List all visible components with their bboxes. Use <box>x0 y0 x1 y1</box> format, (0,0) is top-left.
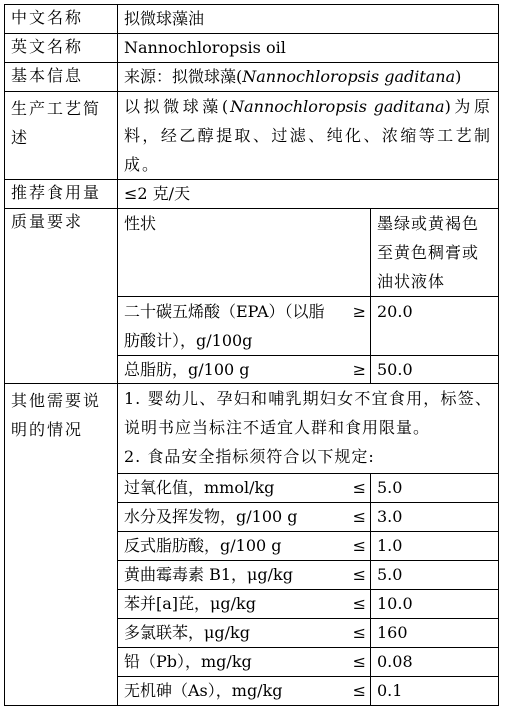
row-english-name <box>5 34 499 63</box>
safety-item-value: 10.0 <box>371 590 499 619</box>
safety-item-name: 过氧化值，mmol/kg <box>118 474 343 503</box>
safety-item-name: 无机砷（As），mg/kg <box>118 677 343 706</box>
quality-item-name: 二十碳五烯酸（EPA）（以脂肪酸计），g/100g <box>118 297 343 356</box>
basic-info-prefix: 来源：拟微球藻( <box>124 67 243 86</box>
quality-item-symbol: ≥ <box>343 356 371 384</box>
label-quality-requirements: 质量要求 <box>5 209 118 384</box>
safety-item-symbol: ≤ <box>343 532 371 561</box>
safety-item-symbol: ≤ <box>343 619 371 648</box>
safety-item-value: 5.0 <box>371 474 499 503</box>
process-prefix: 以拟微球藻( <box>124 97 231 116</box>
value-basic-info <box>118 63 499 92</box>
safety-item-name: 多氯联苯，μg/kg <box>118 619 343 648</box>
row-chinese-name <box>5 5 499 34</box>
label-recommended-intake: 推荐食用量 <box>5 180 118 209</box>
basic-info-suffix: ) <box>455 67 462 86</box>
basic-info-latin-name: Nannochloropsis gaditana <box>242 67 456 86</box>
label-chinese-name: 中文名称 <box>5 5 118 34</box>
safety-item-name: 黄曲霉毒素 B1，μg/kg <box>118 561 343 590</box>
row-recommended-intake <box>5 180 499 209</box>
safety-item-value: 3.0 <box>371 503 499 532</box>
safety-item-symbol: ≤ <box>343 590 371 619</box>
process-latin-name: Nannochloropsis gaditana <box>230 97 445 116</box>
safety-item-symbol: ≤ <box>343 648 371 677</box>
safety-item-symbol: ≤ <box>343 474 371 503</box>
safety-item-name: 反式脂肪酸，g/100 g <box>118 532 343 561</box>
quality-item-name: 总脂肪，g/100 g <box>118 356 343 384</box>
value-english-name: Nannochloropsis oil <box>118 34 499 63</box>
value-chinese-name: 拟微球藻油 <box>118 5 499 34</box>
safety-item-value: 0.1 <box>371 677 499 706</box>
other-notes-text <box>118 384 499 474</box>
label-other-notes: 其他需要说明的情况 <box>5 384 118 706</box>
row-quality-appearance <box>5 209 499 297</box>
quality-item-symbol: ≥ <box>343 297 371 356</box>
safety-item-symbol: ≤ <box>343 561 371 590</box>
safety-item-symbol: ≤ <box>343 677 371 706</box>
safety-item-name: 水分及挥发物，g/100 g <box>118 503 343 532</box>
safety-item-name: 铅（Pb），mg/kg <box>118 648 343 677</box>
value-production-process <box>118 92 499 180</box>
safety-item-value: 0.08 <box>371 648 499 677</box>
specification-table <box>4 4 499 706</box>
process-suffix: )为原料，经乙醇提取、过滤、纯化、浓缩等工艺制成。 <box>124 97 493 174</box>
safety-item-value: 5.0 <box>371 561 499 590</box>
value-recommended-intake: ≤2 克/天 <box>118 180 499 209</box>
label-basic-info: 基本信息 <box>5 63 118 92</box>
safety-item-value: 1.0 <box>371 532 499 561</box>
other-note-2: 2. 食品安全指标须符合以下规定: <box>124 447 375 466</box>
quality-appearance-value: 墨绿或黄褐色至黄色稠膏或油状液体 <box>371 209 499 297</box>
quality-appearance-name: 性状 <box>118 209 371 297</box>
row-other-notes <box>5 384 499 474</box>
quality-item-value: 20.0 <box>371 297 499 356</box>
other-note-1: 1. 婴幼儿、孕妇和哺乳期妇女不宜食用，标签、说明书应当标注不适宜人群和食用限量。 <box>124 389 493 437</box>
label-english-name: 英文名称 <box>5 34 118 63</box>
safety-item-symbol: ≤ <box>343 503 371 532</box>
row-basic-info <box>5 63 499 92</box>
safety-item-value: 160 <box>371 619 499 648</box>
row-production-process <box>5 92 499 180</box>
quality-item-value: 50.0 <box>371 356 499 384</box>
safety-item-name: 苯并[a]芘，μg/kg <box>118 590 343 619</box>
label-production-process: 生产工艺简述 <box>5 92 118 180</box>
